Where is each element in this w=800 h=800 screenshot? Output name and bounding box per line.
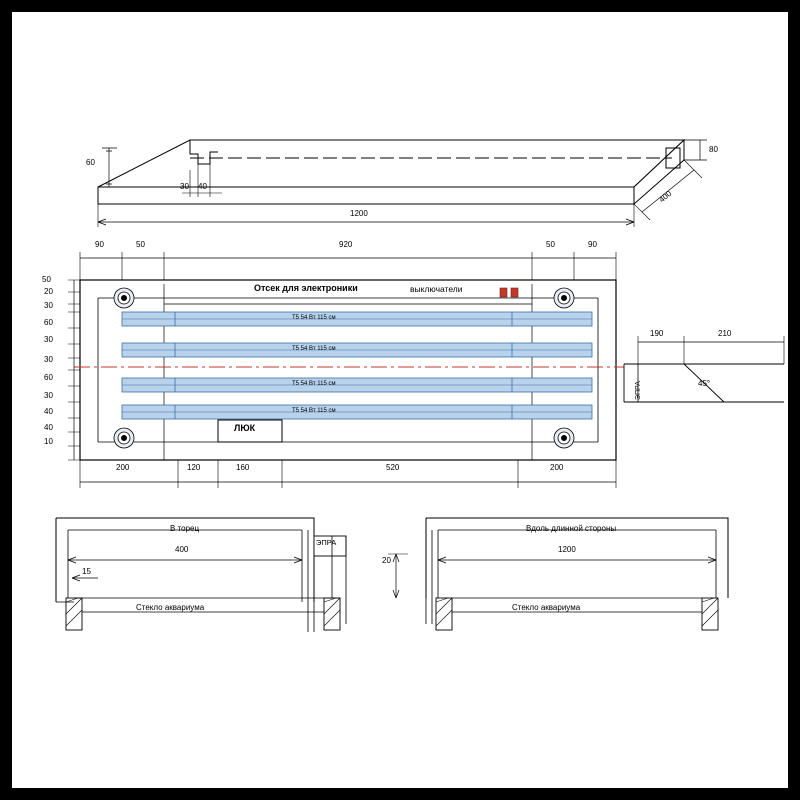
label-angle-45: 45° (698, 379, 711, 388)
label-section-left-title: В торец (170, 524, 200, 533)
dim-plan-top-4: 50 (546, 240, 555, 249)
label-electronics-compartment: Отсек для электроники (254, 283, 358, 293)
dim-plan-left-11: 10 (44, 437, 53, 446)
drawing-paper (12, 12, 788, 788)
dim-notch-a: 30 (180, 182, 189, 191)
dim-plan-left-2: 20 (44, 287, 53, 296)
dim-plan-bottom-1: 200 (116, 463, 130, 472)
dim-plan-left-5: 30 (44, 335, 53, 344)
dim-plan-left-7: 60 (44, 373, 53, 382)
dim-plan-left-3: 30 (44, 301, 53, 310)
label-lamp-3: T5 54 Вт 115 см (292, 381, 336, 387)
dim-plan-bottom-2: 120 (187, 463, 201, 472)
dim-detail-2: 210 (718, 329, 732, 338)
label-lamp-2: T5 54 Вт 115 см (292, 346, 336, 352)
label-hatch: ЛЮК (234, 423, 256, 433)
label-lamp-4: T5 54 Вт 115 см (292, 408, 336, 414)
dim-detail-1: 190 (650, 329, 664, 338)
label-section-right-title: Вдоль длинной стороны (526, 524, 617, 533)
label-lamp-1: T5 54 Вт 115 см (292, 315, 336, 321)
dim-top-height-right: 80 (709, 145, 718, 154)
dim-section-left-edge: 15 (82, 567, 91, 576)
dim-top-height-left: 60 (86, 158, 95, 167)
dim-plan-left-1: 50 (42, 275, 51, 284)
dim-top-depth: 400 (657, 188, 674, 205)
dim-plan-top-5: 90 (588, 240, 597, 249)
label-ballast-detail: ЭПРА (635, 381, 642, 400)
dim-plan-top-2: 50 (136, 240, 145, 249)
dim-plan-top-1: 90 (95, 240, 104, 249)
drawing-vector (12, 12, 788, 788)
label-switches: выключатели (410, 284, 463, 294)
dim-plan-left-4: 60 (44, 318, 53, 327)
dim-plan-left-6: 30 (44, 355, 53, 364)
label-glass-left: Стекло аквариума (136, 603, 205, 612)
label-glass-right: Стекло аквариума (512, 603, 581, 612)
label-ballast-section: ЭПРА (316, 538, 337, 547)
dim-section-left-width: 400 (175, 545, 189, 554)
dim-section-right-gap: 20 (382, 556, 391, 565)
dim-plan-bottom-3: 160 (236, 463, 250, 472)
dim-plan-left-10: 40 (44, 423, 53, 432)
dim-plan-left-9: 40 (44, 407, 53, 416)
dim-plan-bottom-4: 520 (386, 463, 400, 472)
dim-plan-left-8: 30 (44, 391, 53, 400)
dim-plan-bottom-5: 200 (550, 463, 564, 472)
dim-plan-top-3: 920 (339, 240, 353, 249)
dim-top-length: 1200 (350, 209, 368, 218)
dim-notch-b: 40 (198, 182, 207, 191)
dim-section-right-width: 1200 (558, 545, 576, 554)
